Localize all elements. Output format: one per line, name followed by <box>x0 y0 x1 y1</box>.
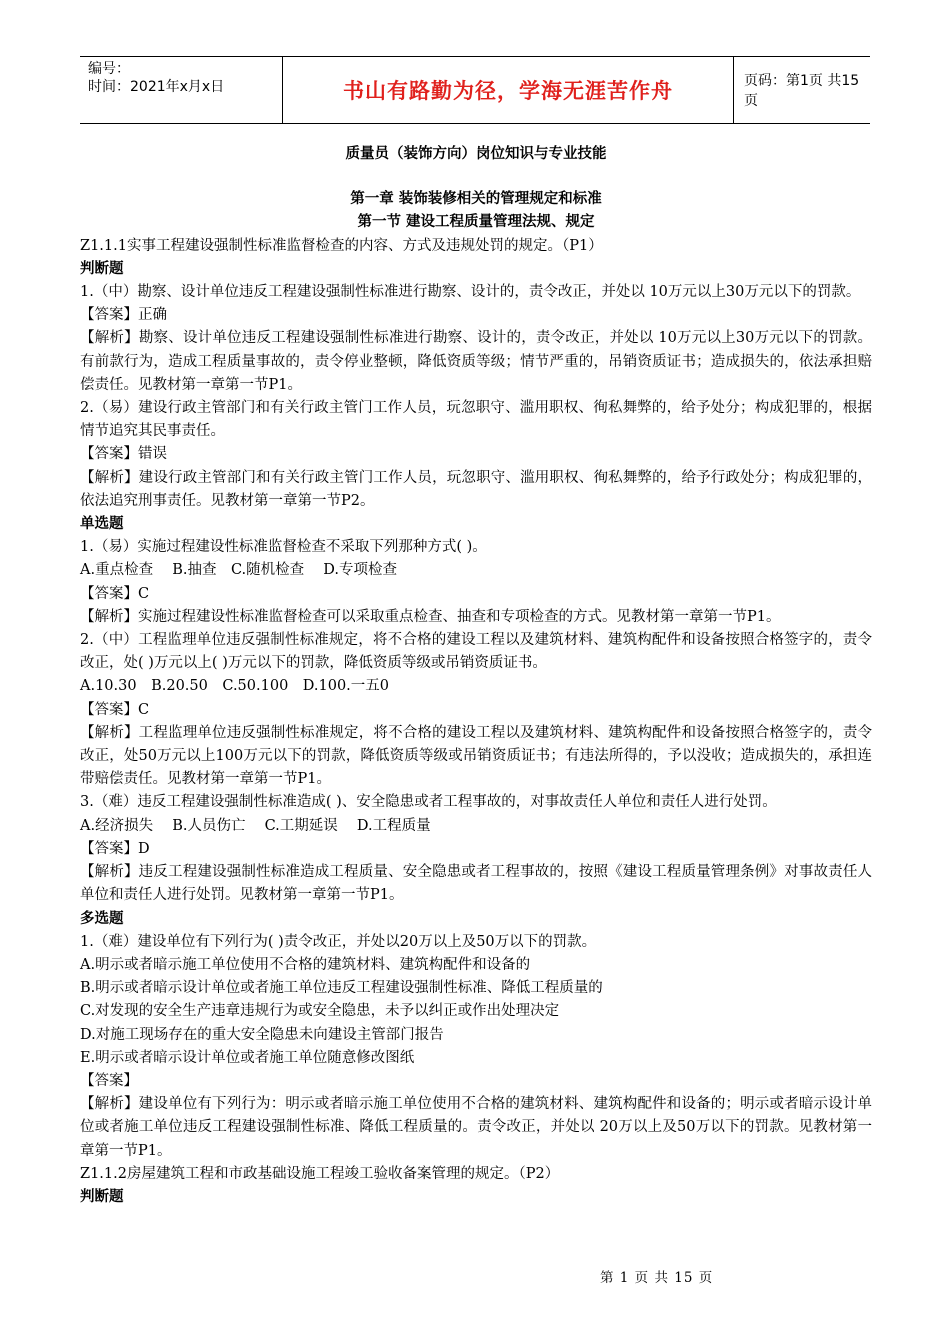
chapter-title: 第一章 装饰装修相关的管理规定和标准 <box>350 191 602 208</box>
document-body <box>80 143 872 1209</box>
doc-title: 质量员（装饰方向）岗位知识与专业技能 <box>345 146 607 162</box>
motto-text: 书山有路勤为径，学海无涯苦作舟 <box>343 79 673 103</box>
body-paragraph: 3.（难）违反工程建设强制性标准造成( )、安全隐患或者工程事故的，对事故责任人单位和责任人进行处罚。 <box>80 794 777 811</box>
body-paragraph: 【解析】违反工程建设强制性标准造成工程质量、安全隐患或者工程事故的，按照《建设工程质量管理条例》对事故责任人单位和责任人进行处罚。见教材第一章第一节P1。 <box>80 864 872 904</box>
question-type-heading: 判断题 <box>80 260 124 277</box>
body-paragraph: Z1.1.2房屋建筑工程和市政基础设施工程竣工验收备案管理的规定。（P2） <box>80 1165 560 1182</box>
header-meta <box>80 57 282 123</box>
body-paragraph: 【解析】建设行政主管部门和有关行政主管门工作人员，玩忽职守、滥用职权、徇私舞弊的，给予行政处分；构成犯罪的，依法追究刑事责任。见教材第一章第一节P2。 <box>80 469 872 509</box>
body-paragraph: B.明示或者暗示设计单位或者施工单位违反工程建设强制性标准、降低工程质量的 <box>80 980 603 997</box>
body-paragraph: 【解析】工程监理单位违反强制性标准规定，将不合格的建设工程以及建筑材料、建筑构配件和设备按照合格签字的，责令改正，处50万元以上100万元以下的罚款，降低资质等级或吊销资质证书；有违法所得的，予以没收；造成损失的，承担连带赔偿责任。见教材第一章第一节P1。 <box>80 724 872 788</box>
body-paragraph: A.重点检查 B.抽查 C.随机检查 D.专项检查 <box>80 562 397 579</box>
body-paragraph: 1.（易）实施过程建设性标准监督检查不采取下列那种方式( )。 <box>80 539 487 556</box>
body-paragraph: 【答案】错误 <box>80 446 167 463</box>
body-paragraph: 【解析】建设单位有下列行为：明示或者暗示施工单位使用不合格的建筑材料、建筑构配件和设备的；明示或者暗示设计单位或者施工单位违反工程建设强制性标准、降低工程质量的。责令改正，并处以 20万以上及50万以下的罚款。见教材第一章第一节P1。 <box>80 1096 872 1159</box>
body-paragraph: 【解析】实施过程建设性标准监督检查可以采取重点检查、抽查和专项检查的方式。见教材第一章第一节P1。 <box>80 608 781 625</box>
body-paragraph: 1.（中）勘察、设计单位违反工程建设强制性标准进行勘察、设计的，责令改正，并处以 10万元以上30万元以下的罚款。 <box>80 284 861 301</box>
body-paragraph: 【答案】 <box>80 1072 138 1089</box>
body-paragraph: 【答案】C <box>80 701 150 718</box>
header-page-cell <box>734 57 870 123</box>
body-paragraph: D.对施工现场存在的重大安全隐患未向建设主管部门报告 <box>80 1026 444 1043</box>
body-paragraph: 2.（中）工程监理单位违反强制性标准规定，将不合格的建设工程以及建筑材料、建筑构配件和设备按照合格签字的，责令改正，处( )万元以上( )万元以下的罚款，降低资质等级或吊销资质证书。 <box>80 632 872 672</box>
body-paragraph: E.明示或者暗示设计单位或者施工单位随意修改图纸 <box>80 1049 415 1066</box>
body-paragraph: Z1.1.1实事工程建设强制性标准监督检查的内容、方式及违规处罚的规定。（P1） <box>80 237 603 254</box>
body-paragraph: 【解析】勘察、设计单位违反工程建设强制性标准进行勘察、设计的，责令改正，并处以 10万元以上30万元以下的罚款。有前款行为，造成工程质量事故的，责令停业整顿，降低资质等级；情节严重的，吊销资质证书；造成损失的，依法承担赔偿责任。见教材第一章第一节P1。 <box>80 330 872 393</box>
question-type-heading: 多选题 <box>80 910 124 927</box>
body-paragraph: C.对发现的安全生产违章违规行为或安全隐患，未予以纠正或作出处理决定 <box>80 1003 560 1020</box>
body-paragraph: 【答案】D <box>80 840 150 857</box>
spacer <box>80 166 872 188</box>
number-label: 编号： <box>88 61 130 77</box>
page-header <box>80 56 870 124</box>
body-lines <box>80 235 872 1210</box>
time-label: 时间：2021年x月x日 <box>88 79 225 95</box>
page-info: 页码：第1页 共15页 <box>744 73 860 109</box>
body-paragraph: 1.（难）建设单位有下列行为( )责令改正，并处以20万以上及50万以下的罚款。 <box>80 933 597 950</box>
header-motto-cell <box>282 57 734 123</box>
body-paragraph: A.明示或者暗示施工单位使用不合格的建筑材料、建筑构配件和设备的 <box>80 956 531 973</box>
body-paragraph: A.经济损失 B.人员伤亡 C.工期延误 D.工程质量 <box>80 817 431 834</box>
body-paragraph: 【答案】正确 <box>80 307 167 324</box>
body-paragraph: A.10.30 B.20.50 C.50.100 D.100.一五0 <box>80 678 390 695</box>
question-type-heading: 判断题 <box>80 1188 124 1205</box>
body-paragraph: 【答案】C <box>80 585 150 602</box>
question-type-heading: 单选题 <box>80 516 124 533</box>
body-paragraph: 2.（易）建设行政主管部门和有关行政主管门工作人员，玩忽职守、滥用职权、徇私舞弊的，给予处分；构成犯罪的，根据情节追究其民事责任。 <box>80 400 872 440</box>
page-footer: 第 1 页 共 15 页 <box>600 1270 714 1286</box>
section-title: 第一节 建设工程质量管理法规、规定 <box>357 214 595 231</box>
